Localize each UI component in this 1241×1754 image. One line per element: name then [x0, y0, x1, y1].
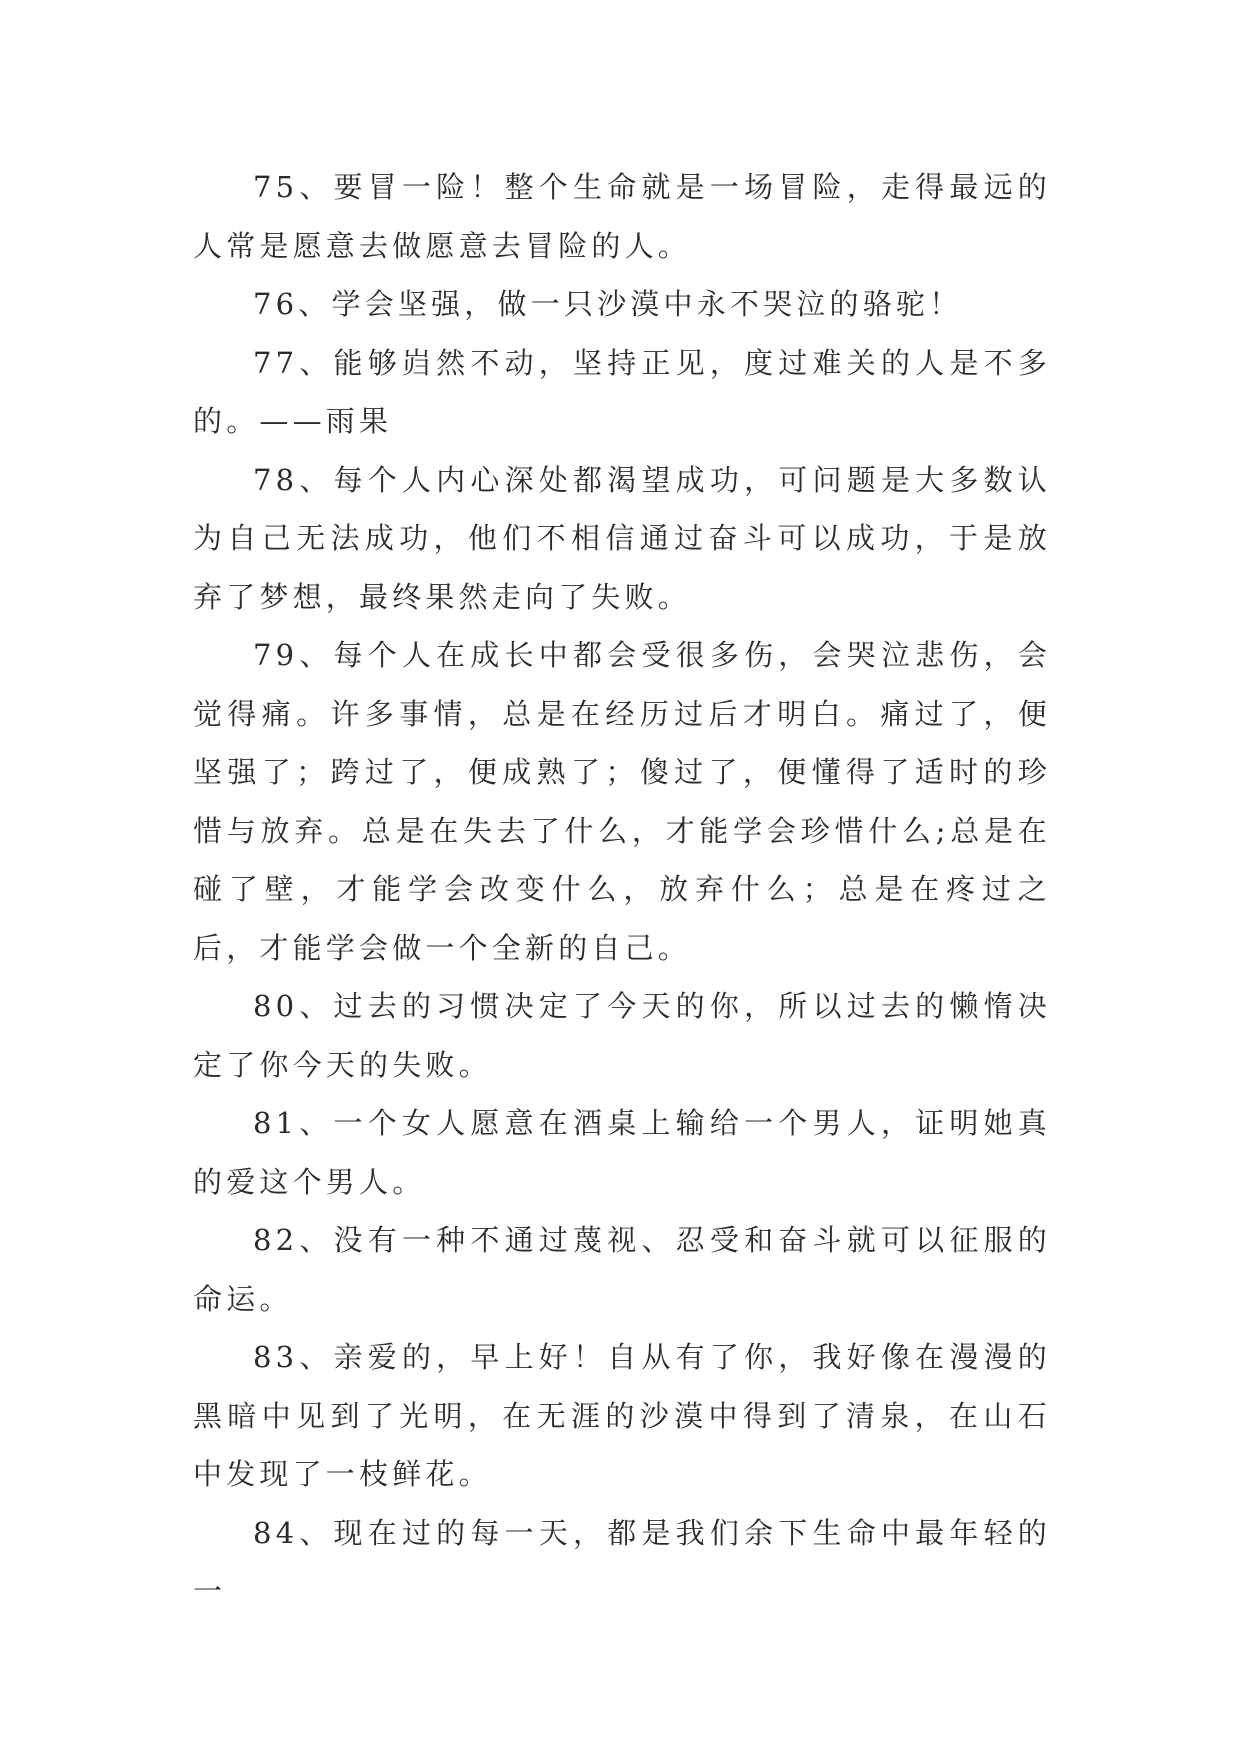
quote-paragraph-79: 79、每个人在成长中都会受很多伤，会哭泣悲伤，会觉得痛。许多事情，总是在经历过后才明白。痛过了，便坚强了；跨过了，便成熟了；傻过了，便懂得了适时的珍惜与放弃。总是在失去了什么，才能学会珍惜什么;总是在碰了壁，才能学会改变什么，放弃什么；总是在疼过之后，才能学会做一个全新的自己。 — [193, 638, 1051, 965]
quote-paragraph-76: 76、学会坚强，做一只沙漠中永不哭泣的骆驼！ — [253, 287, 963, 321]
quote-paragraph-80: 80、过去的习惯决定了今天的你，所以过去的懒惰决定了你今天的失败。 — [193, 989, 1051, 1082]
quote-paragraph-77: 77、能够岿然不动，坚持正见，度过难关的人是不多的。——雨果 — [193, 345, 1051, 438]
quote-paragraph-83: 83、亲爱的，早上好！自从有了你，我好像在漫漫的黑暗中见到了光明，在无涯的沙漠中得到了清泉，在山石中发现了一枝鲜花。 — [193, 1340, 1051, 1491]
quote-paragraph-78: 78、每个人内心深处都渴望成功，可问题是大多数认为自己无法成功，他们不相信通过奋斗可以成功，于是放弃了梦想，最终果然走向了失败。 — [193, 462, 1051, 614]
quote-paragraph-84: 84、现在过的每一天，都是我们余下生命中最年轻的一 — [193, 1515, 1051, 1608]
document-page — [193, 158, 1051, 1621]
quote-paragraph-75: 75、要冒一险！整个生命就是一场冒险，走得最远的人常是愿意去做愿意去冒险的人。 — [193, 170, 1051, 263]
quote-paragraph-81: 81、一个女人愿意在酒桌上输给一个男人，证明她真的爱这个男人。 — [193, 1106, 1051, 1199]
quote-paragraph-82: 82、没有一种不通过蔑视、忍受和奋斗就可以征服的命运。 — [193, 1223, 1051, 1316]
